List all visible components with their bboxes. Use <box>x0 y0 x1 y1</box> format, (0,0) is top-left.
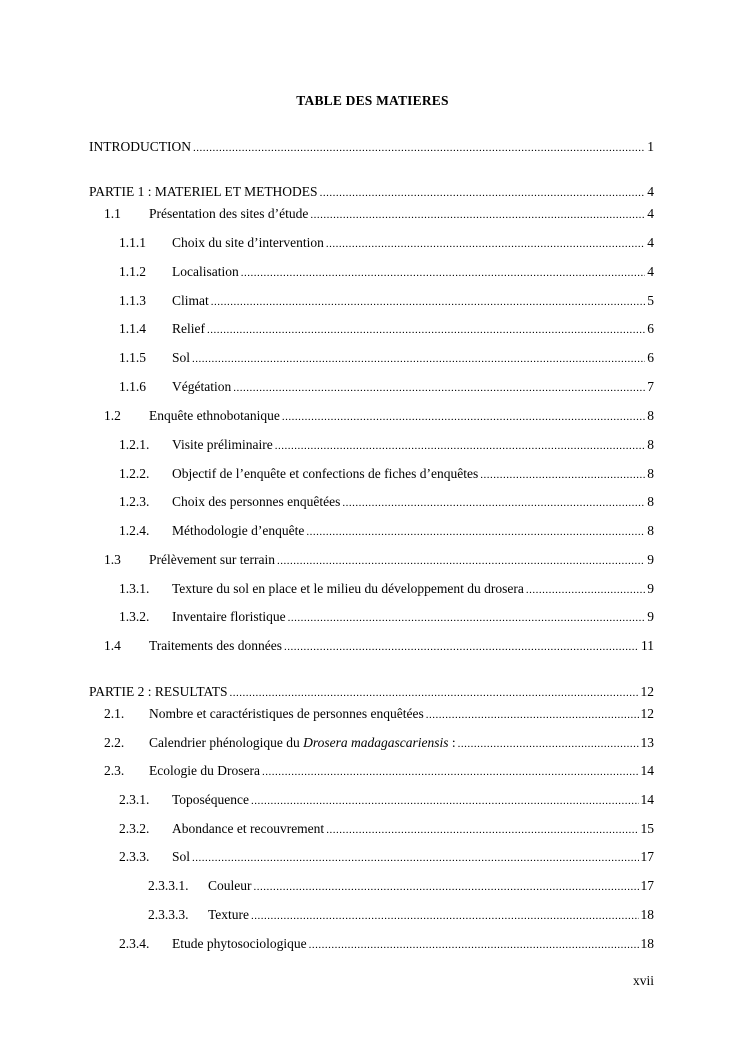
toc-entry[interactable] <box>119 935 654 953</box>
toc-entry[interactable] <box>89 683 654 701</box>
dot-leader <box>282 408 645 426</box>
toc-entry-page: 17 <box>640 878 654 893</box>
toc-entry[interactable] <box>104 551 654 569</box>
dot-leader <box>526 581 645 599</box>
toc-entry-title <box>89 183 318 201</box>
toc-entry-page: 9 <box>647 581 654 596</box>
dot-leader <box>230 684 639 702</box>
toc-entry-title-text: Ecologie du Drosera <box>149 763 260 778</box>
toc-entry-number: 1.1.5 <box>119 350 146 365</box>
dot-leader <box>233 379 645 397</box>
toc-entry-title-text: Visite préliminaire <box>172 437 273 452</box>
toc-entry-title-text: Texture du sol en place et le milieu du développement du drosera <box>172 581 524 596</box>
toc-entry-page: 8 <box>647 523 654 538</box>
toc-entry-title <box>172 848 190 866</box>
toc-entry-title <box>149 551 275 569</box>
toc-entry-page: 4 <box>647 264 654 279</box>
toc-entry-title <box>172 608 286 626</box>
toc-entry-title-text: Végétation <box>172 379 232 394</box>
dot-leader <box>320 184 646 202</box>
dot-leader <box>342 494 645 512</box>
toc-entry-title <box>149 734 456 752</box>
toc-entry[interactable] <box>104 407 654 425</box>
toc-entry-title-suffix: : <box>448 735 456 750</box>
dot-leader <box>288 609 646 627</box>
toc-entry-page: 8 <box>647 466 654 481</box>
toc-entry-title-text: Nombre et caractéristiques de personnes enquêtées <box>149 706 424 721</box>
toc-entry-title-text: Relief <box>172 321 205 336</box>
toc-entry-title <box>172 349 190 367</box>
dot-leader <box>262 763 639 781</box>
toc-entry-title-text: Traitements des données <box>149 638 282 653</box>
toc-entry-title-text: Climat <box>172 293 209 308</box>
dot-leader <box>241 264 646 282</box>
toc-entry-number: 2.3.1. <box>119 792 150 807</box>
toc-entry[interactable] <box>148 877 654 895</box>
toc-entry-number: 1.1.2 <box>119 264 146 279</box>
dot-leader <box>193 139 645 157</box>
toc-entry-title-text: Enquête ethnobotanique <box>149 408 280 423</box>
toc-entry-number: 1.3 <box>104 552 121 567</box>
toc-entry-title-text: INTRODUCTION <box>89 139 191 154</box>
toc-entry[interactable] <box>119 378 654 396</box>
toc-entry-title-text: PARTIE 2 : RESULTATS <box>89 684 228 699</box>
dot-leader <box>251 792 638 810</box>
toc-entry-title-text: PARTIE 1 : MATERIEL ET METHODES <box>89 184 318 199</box>
toc-entry-page: 1 <box>647 139 654 154</box>
toc-entry-title-text: Texture <box>208 907 250 922</box>
dot-leader <box>277 552 645 570</box>
dot-leader <box>310 206 645 224</box>
toc-entry-title-text: Choix des personnes enquêtées <box>172 494 341 509</box>
toc-entry-number: 1.1 <box>104 206 121 221</box>
toc-entry-number: 2.3.3.3. <box>148 907 189 922</box>
toc-entry-title-text: Localisation <box>172 264 239 279</box>
dot-leader <box>192 350 645 368</box>
toc-entry-number: 1.2.2. <box>119 466 150 481</box>
toc-entry-title-text: Sol <box>172 849 191 864</box>
toc-entry-title <box>172 791 249 809</box>
toc-entry-title <box>172 522 304 540</box>
toc-entry-page: 15 <box>640 821 654 836</box>
toc-entry-title <box>172 493 340 511</box>
toc-entry-title-species: Drosera madagascariensis <box>303 735 449 750</box>
toc-entry-title-text: Méthodologie d’enquête <box>172 523 305 538</box>
toc-entry-title <box>208 877 252 895</box>
toc-entry[interactable] <box>119 580 654 598</box>
toc-entry-page: 5 <box>647 293 654 308</box>
dot-leader <box>326 821 638 839</box>
toc-entry-number: 2.3.3.1. <box>148 878 189 893</box>
toc-entry-number: 2.3.4. <box>119 936 150 951</box>
dot-leader <box>275 437 645 455</box>
toc-entry-title <box>149 205 308 223</box>
page-title: TABLE DES MATIERES <box>296 93 449 108</box>
toc-entry-number: 2.3.3. <box>119 849 150 864</box>
toc-entry[interactable] <box>119 791 654 809</box>
dot-leader <box>326 235 645 253</box>
toc-entry-number: 2.3.2. <box>119 821 150 836</box>
toc-entry-page: 6 <box>647 321 654 336</box>
toc-entry-number: 2.1. <box>104 706 125 721</box>
toc-entry[interactable] <box>148 906 654 924</box>
toc-entry-title-text: Sol <box>172 350 191 365</box>
dot-leader <box>254 878 639 896</box>
dot-leader <box>426 706 639 724</box>
toc-entry-title <box>149 407 280 425</box>
toc-entry-page: 8 <box>647 437 654 452</box>
toc-entry-page: 4 <box>647 184 654 199</box>
dot-leader <box>458 735 639 753</box>
toc-entry-page: 4 <box>647 235 654 250</box>
toc-entry-number: 1.3.2. <box>119 609 150 624</box>
toc-entry[interactable] <box>119 465 654 483</box>
toc-entry-page: 14 <box>640 763 654 778</box>
toc-entry[interactable] <box>89 138 654 156</box>
toc-entry[interactable] <box>119 292 654 310</box>
toc-entry-page: 8 <box>647 408 654 423</box>
toc-entry-number: 1.1.6 <box>119 379 146 394</box>
toc-entry-title <box>172 234 324 252</box>
toc-entry[interactable] <box>119 234 654 252</box>
dot-leader <box>284 638 639 656</box>
toc-entry-title <box>89 683 228 701</box>
toc-entry-page: 9 <box>647 609 654 624</box>
toc-entry-title <box>172 320 205 338</box>
toc-entry-title <box>172 820 324 838</box>
toc-entry-number: 1.2.4. <box>119 523 150 538</box>
toc-entry-page: 4 <box>647 206 654 221</box>
dot-leader <box>480 466 645 484</box>
toc-entry-title <box>149 762 260 780</box>
toc-entry-page: 8 <box>647 494 654 509</box>
toc-entry-number: 1.2 <box>104 408 121 423</box>
toc-entry[interactable] <box>104 637 654 655</box>
toc-entry-title <box>172 263 239 281</box>
toc-entry-title-text: Calendrier phénologique du <box>149 735 300 750</box>
toc-entry-number: 1.2.1. <box>119 437 150 452</box>
toc-entry[interactable] <box>104 734 654 752</box>
dot-leader <box>211 293 646 311</box>
toc-entry-title <box>149 705 424 723</box>
toc-entry-page: 14 <box>640 792 654 807</box>
toc-entry-title <box>172 465 478 483</box>
toc-entry-title <box>172 292 209 310</box>
toc-entry-title <box>89 138 191 156</box>
toc-entry-number: 1.1.4 <box>119 321 146 336</box>
toc-entry-title <box>149 637 282 655</box>
toc-entry-title <box>172 378 231 396</box>
toc-entry[interactable] <box>119 820 654 838</box>
toc-entry-page: 13 <box>640 735 654 750</box>
toc-entry-title <box>172 436 273 454</box>
toc-entry[interactable] <box>119 436 654 454</box>
toc-entry-number: 1.3.1. <box>119 581 150 596</box>
toc-entry-number: 1.4 <box>104 638 121 653</box>
toc-entry[interactable] <box>119 848 654 866</box>
toc-entry[interactable] <box>104 762 654 780</box>
toc-entry-page: 18 <box>640 907 654 922</box>
toc-entry-page: 12 <box>640 684 654 699</box>
toc-entry[interactable] <box>119 522 654 540</box>
toc-entry-page: 7 <box>647 379 654 394</box>
toc-entry-number: 1.1.1 <box>119 235 146 250</box>
toc-entry[interactable] <box>89 183 654 201</box>
toc-entry[interactable] <box>119 263 654 281</box>
dot-leader <box>306 523 645 541</box>
toc-entry-page: 17 <box>640 849 654 864</box>
toc-entry-title-text: Choix du site d’intervention <box>172 235 324 250</box>
dot-leader <box>207 321 645 339</box>
dot-leader <box>309 936 639 954</box>
toc-entry-title-text: Abondance et recouvrement <box>172 821 325 836</box>
dot-leader <box>251 907 638 925</box>
toc-entry-title-text: Toposéquence <box>172 792 250 807</box>
page-number: xvii <box>632 973 654 988</box>
toc-entry-page: 12 <box>640 706 654 721</box>
toc-entry[interactable] <box>119 320 654 338</box>
toc-entry[interactable] <box>104 705 654 723</box>
toc-entry-number: 2.3. <box>104 763 125 778</box>
toc-entry-title <box>172 580 524 598</box>
toc-entry-page: 18 <box>640 936 654 951</box>
toc-entry-number: 1.2.3. <box>119 494 150 509</box>
toc-entry[interactable] <box>119 493 654 511</box>
toc-entry[interactable] <box>119 608 654 626</box>
toc-entry-title-text: Etude phytosociologique <box>172 936 307 951</box>
toc-entry-number: 1.1.3 <box>119 293 146 308</box>
toc-entry-title <box>172 935 307 953</box>
dot-leader <box>192 849 638 867</box>
toc-entry-title-text: Objectif de l’enquête et confections de fiches d’enquêtes <box>172 466 479 481</box>
toc-entry[interactable] <box>104 205 654 223</box>
toc-entry[interactable] <box>119 349 654 367</box>
toc-entry-title-text: Couleur <box>208 878 252 893</box>
toc-entry-title-text: Présentation des sites d’étude <box>149 206 309 221</box>
toc-entry-title-text: Prélèvement sur terrain <box>149 552 275 567</box>
toc-entry-number: 2.2. <box>104 735 125 750</box>
toc-entry-page: 11 <box>641 638 654 653</box>
toc-entry-page: 6 <box>647 350 654 365</box>
toc-entry-page: 9 <box>647 552 654 567</box>
toc-entry-title-text: Inventaire floristique <box>172 609 286 624</box>
toc-entry-title <box>208 906 249 924</box>
